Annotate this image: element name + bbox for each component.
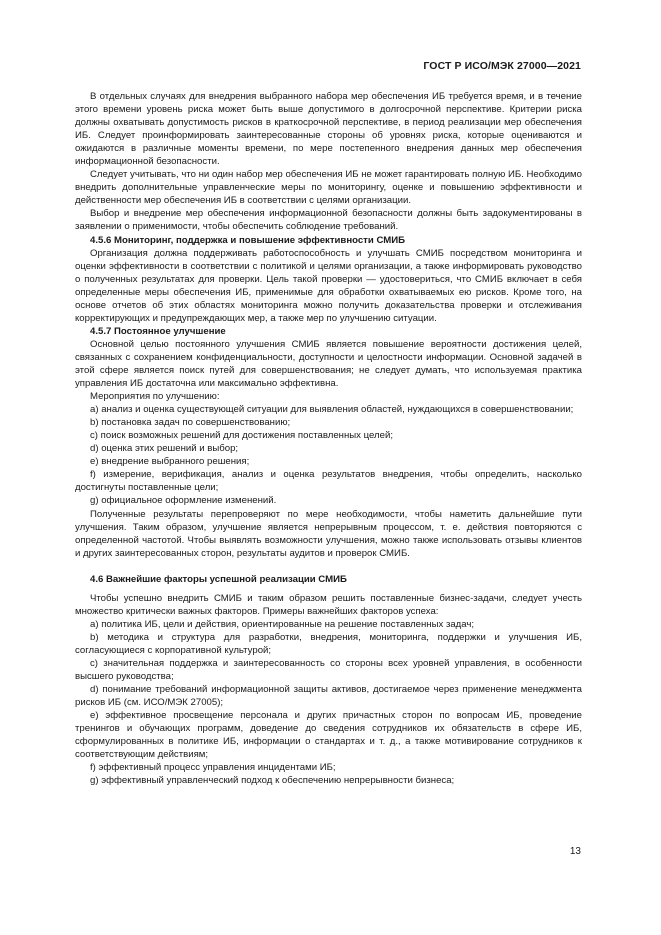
- list-item: b) постановка задач по совершенствованию;: [90, 417, 291, 429]
- section-heading-4-5-6: 4.5.6 Мониторинг, поддержка и повышение эффективности СМИБ: [90, 234, 406, 246]
- list-item: f) измерение, верификация, анализ и оценка результатов внедрения, чтобы определить, насколько достигнуты поставленные цели;: [75, 469, 582, 494]
- paragraph: В отдельных случаях для внедрения выбранного набора мер обеспечения ИБ требуется время, и в течение этого времени уровень риска может быть выше допустимого в долгосрочной перспективе. Критерии риска должны охватывать допустимость рисков в краткосрочной перспективе, в период реализации мер обеспечения ИБ. Следует проинформировать заинтересованные стороны об уровнях риска, которые оцениваются и ожидаются в различные моменты времени, по мере постепенного внедрения данных мер обеспечения информационной безопасности.: [75, 91, 582, 168]
- paragraph: Полученные результаты перепроверяют по мере необходимости, чтобы наметить дальнейшие пути улучшения. Таким образом, улучшение является непрерывным процессом, т. е. действия повторяются с определенной частотой. Чтобы выявлять возможности улучшения, можно также использовать отзывы клиентов и других заинтересованных сторон, результаты аудитов и проверок СМИБ.: [75, 508, 582, 559]
- list-item: b) методика и структура для разработки, внедрения, мониторинга, поддержки и улучшения ИБ, согласующиеся с корпоративной культурой;: [75, 631, 582, 656]
- list-item: a) политика ИБ, цели и действия, ориентированные на решение поставленных задач;: [90, 618, 475, 630]
- paragraph: Мероприятия по улучшению:: [90, 391, 220, 403]
- paragraph: Организация должна поддерживать работоспособность и улучшать СМИБ посредством мониторинга и оценки эффективности в соответствии с политикой и целями организации, а также информировать руководство о полученных результатах для проверки. Цель такой проверки — удостовериться, что СМИБ включает в себя определенные меры обеспечения ИБ, применимые для обработки охватываемых ею рисков. Кроме того, на основе отчетов об этих областях мониторинга можно получить доказательства проверки и отслеживания корректирующих и предупреждающих мер, а также мер по улучшению ситуации.: [75, 247, 582, 324]
- paragraph: Следует учитывать, что ни один набор мер обеспечения ИБ не может гарантировать полную ИБ. Необходимо внедрить дополнительные управленческие меры по мониторингу, оценке и повышению эффективности и действенности мер обеспечения ИБ в соответствии с целями организации.: [75, 169, 582, 207]
- paragraph: Чтобы успешно внедрить СМИБ и таким образом решить поставленные бизнес-задачи, следует учесть множество критически важных факторов. Примеры важнейших факторов успеха:: [75, 592, 582, 617]
- list-item: e) внедрение выбранного решения;: [90, 456, 250, 468]
- list-item: c) поиск возможных решений для достижения поставленных целей;: [90, 430, 393, 442]
- paragraph: Выбор и внедрение мер обеспечения информационной безопасности должны быть задокументированы в заявлении о применимости, чтобы обеспечить соблюдение требований.: [75, 208, 582, 233]
- page-number: 13: [569, 846, 581, 857]
- list-item: f) эффективный процесс управления инцидентами ИБ;: [90, 762, 336, 774]
- list-item: e) эффективное просвещение персонала и других причастных сторон по вопросам ИБ, проведение тренингов и обучающих программ, доведение до сведения сотрудников их обязательств в сфере ИБ, сформулированных в политике ИБ, информации о стандартах и т. д., а также мотивирование сотрудников к соответствующим действиям;: [75, 710, 582, 761]
- list-item: g) эффективный управленческий подход к обеспечению непрерывности бизнеса;: [90, 775, 455, 787]
- document-body: [75, 90, 582, 787]
- list-item: c) значительная поддержка и заинтересованность со стороны всех уровней управления, в особенности высшего руководства;: [75, 657, 583, 683]
- section-heading-4-5-7: 4.5.7 Постоянное улучшение: [90, 325, 226, 337]
- document-header: ГОСТ Р ИСО/МЭК 27000—2021: [423, 60, 581, 72]
- list-item: g) официальное оформление изменений.: [90, 495, 277, 507]
- paragraph: Основной целью постоянного улучшения СМИБ является повышение вероятности достижения целей, связанных с сохранением конфиденциальности, доступности и целостности информации. Основной задачей в этой сфере является поиск путей для совершенствования; не следует думать, что используемая практика управления ИБ достаточна или максимально эффективна.: [75, 338, 582, 390]
- list-item: d) оценка этих решений и выбор;: [90, 443, 239, 455]
- section-heading-4-6: 4.6 Важнейшие факторы успешной реализации СМИБ: [90, 573, 347, 585]
- list-item: d) понимание требований информационной защиты активов, достигаемое через применение менеджмента рисков ИБ (см. ИСО/МЭК 27005);: [75, 684, 582, 709]
- list-item: a) анализ и оценка существующей ситуации для выявления областей, нуждающихся в совершенствовании;: [90, 404, 574, 416]
